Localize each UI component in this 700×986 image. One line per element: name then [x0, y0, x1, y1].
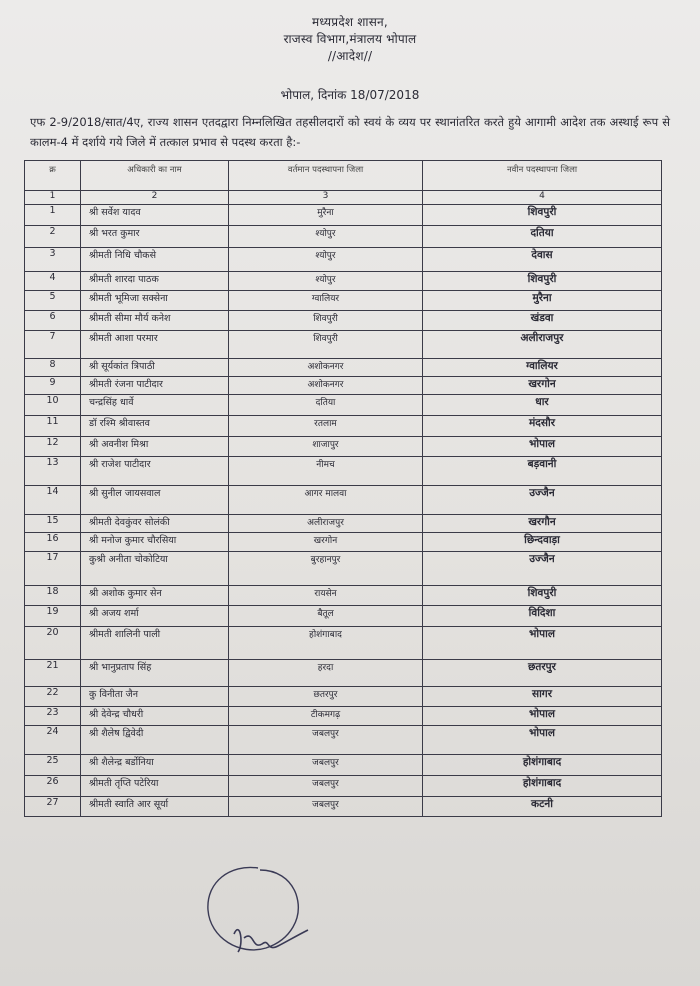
row-new-posting: मंदसौर	[423, 416, 662, 437]
row-current-posting: श्योपुर	[229, 272, 423, 291]
row-serial: 16	[25, 533, 81, 552]
row-new-posting: शिवपुरी	[423, 586, 662, 606]
row-serial: 5	[25, 291, 81, 311]
table-row	[25, 416, 662, 437]
row-serial: 25	[25, 755, 81, 776]
table-row	[25, 377, 662, 395]
row-new-posting: भोपाल	[423, 437, 662, 457]
row-officer-name: श्रीमती शारदा पाठक	[81, 272, 229, 291]
table-row	[25, 586, 662, 606]
col-index-1: 1	[25, 191, 81, 205]
row-current-posting: जबलपुर	[229, 776, 423, 797]
row-current-posting: शिवपुरी	[229, 311, 423, 331]
column-index-row	[25, 191, 662, 205]
row-current-posting: हरदा	[229, 660, 423, 687]
row-new-posting: ग्वालियर	[423, 359, 662, 377]
table-row	[25, 533, 662, 552]
table-row	[25, 331, 662, 359]
row-new-posting: शिवपुरी	[423, 272, 662, 291]
row-current-posting: शाजापुर	[229, 437, 423, 457]
table-row	[25, 395, 662, 416]
header-current-posting: वर्तमान पदस्थापना जिला	[229, 161, 423, 191]
row-serial: 12	[25, 437, 81, 457]
row-new-posting: कटनी	[423, 797, 662, 817]
table-row	[25, 437, 662, 457]
col-index-3: 3	[229, 191, 423, 205]
row-officer-name: श्री मनोज कुमार चौरसिया	[81, 533, 229, 552]
table-row	[25, 660, 662, 687]
place-date: भोपाल, दिनांक 18/07/2018	[280, 88, 420, 102]
row-serial: 17	[25, 552, 81, 586]
letterhead	[0, 14, 700, 65]
row-officer-name: श्रीमती तृप्ति पटेरिया	[81, 776, 229, 797]
row-new-posting: उज्जैन	[423, 486, 662, 515]
row-serial: 19	[25, 606, 81, 627]
row-officer-name: चन्द्रसिंह धार्वे	[81, 395, 229, 416]
row-new-posting: होशंगाबाद	[423, 755, 662, 776]
row-officer-name: कुश्री अनीता चोकोटिया	[81, 552, 229, 586]
row-new-posting: भोपाल	[423, 627, 662, 660]
row-officer-name: श्री सर्वेश यादव	[81, 205, 229, 226]
row-officer-name: श्री अशोक कुमार सेन	[81, 586, 229, 606]
handwritten-signature	[200, 860, 310, 960]
department-name: राजस्व विभाग,मंत्रालय भोपाल	[283, 32, 417, 46]
row-new-posting: भोपाल	[423, 726, 662, 755]
row-officer-name: श्रीमती रंजना पाटीदार	[81, 377, 229, 395]
row-officer-name: श्री सुनील जायसवाल	[81, 486, 229, 515]
table-header-row	[25, 161, 662, 191]
row-new-posting: देवास	[423, 248, 662, 272]
row-current-posting: नीमच	[229, 457, 423, 486]
row-officer-name: श्रीमती सीमा मौर्य कनेश	[81, 311, 229, 331]
row-serial: 20	[25, 627, 81, 660]
row-new-posting: विदिशा	[423, 606, 662, 627]
row-current-posting: ग्वालियर	[229, 291, 423, 311]
row-new-posting: धार	[423, 395, 662, 416]
row-current-posting: बैतूल	[229, 606, 423, 627]
row-new-posting: छिन्दवाड़ा	[423, 533, 662, 552]
row-current-posting: बुरहानपुर	[229, 552, 423, 586]
row-current-posting: मुरैना	[229, 205, 423, 226]
table-row	[25, 311, 662, 331]
row-new-posting: खरगौन	[423, 515, 662, 533]
table-row	[25, 797, 662, 817]
row-new-posting: होशंगाबाद	[423, 776, 662, 797]
transfer-table	[24, 160, 662, 817]
header-officer-name: अधिकारी का नाम	[81, 161, 229, 191]
row-officer-name: श्री भानुप्रताप सिंह	[81, 660, 229, 687]
row-current-posting: श्योपुर	[229, 226, 423, 248]
row-officer-name: श्रीमती शालिनी पाली	[81, 627, 229, 660]
row-serial: 9	[25, 377, 81, 395]
table-row	[25, 515, 662, 533]
table-row	[25, 359, 662, 377]
row-officer-name: श्रीमती देवकुंवर सोलंकी	[81, 515, 229, 533]
row-current-posting: रतलाम	[229, 416, 423, 437]
col-index-2: 2	[81, 191, 229, 205]
row-current-posting: खरगोन	[229, 533, 423, 552]
row-serial: 3	[25, 248, 81, 272]
row-current-posting: टीकमगढ़	[229, 707, 423, 726]
row-new-posting: दतिया	[423, 226, 662, 248]
row-serial: 10	[25, 395, 81, 416]
row-officer-name: श्री सूर्यकांत त्रिपाठी	[81, 359, 229, 377]
table-row	[25, 457, 662, 486]
row-current-posting: रायसेन	[229, 586, 423, 606]
row-current-posting: अशोकनगर	[229, 377, 423, 395]
row-serial: 8	[25, 359, 81, 377]
header-new-posting: नवीन पदस्थापना जिला	[423, 161, 662, 191]
order-title: //आदेश//	[327, 49, 373, 63]
table-row	[25, 486, 662, 515]
row-officer-name: श्री शैलेन्द्र बर्डोनिया	[81, 755, 229, 776]
row-new-posting: खरगोन	[423, 377, 662, 395]
row-current-posting: जबलपुर	[229, 726, 423, 755]
table-row	[25, 687, 662, 707]
row-serial: 13	[25, 457, 81, 486]
col-index-4: 4	[423, 191, 662, 205]
row-serial: 2	[25, 226, 81, 248]
order-paragraph: एफ 2-9/2018/सात/4ए, राज्य शासन एतदद्वारा निम्नलिखित तहसीलदारों को स्वयं के व्यय पर स्थानांतरित करते हुये आगामी आदेश तक अस्थाई रूप से कालम-4 में दर्शाये गये जिले में तत्काल प्रभाव से पदस्थ करता है:-	[30, 115, 670, 149]
row-serial: 22	[25, 687, 81, 707]
row-current-posting: शिवपुरी	[229, 331, 423, 359]
table-row	[25, 606, 662, 627]
row-current-posting: छतरपुर	[229, 687, 423, 707]
row-new-posting: शिवपुरी	[423, 205, 662, 226]
row-current-posting: अलीराजपुर	[229, 515, 423, 533]
row-new-posting: बड़वानी	[423, 457, 662, 486]
row-serial: 15	[25, 515, 81, 533]
row-officer-name: कु विनीता जैन	[81, 687, 229, 707]
header-serial: क्र	[25, 161, 81, 191]
row-officer-name: श्रीमती आशा परमार	[81, 331, 229, 359]
row-serial: 7	[25, 331, 81, 359]
row-new-posting: मुरैना	[423, 291, 662, 311]
row-current-posting: जबलपुर	[229, 797, 423, 817]
row-officer-name: श्री अजय शर्मा	[81, 606, 229, 627]
table-row	[25, 755, 662, 776]
row-serial: 1	[25, 205, 81, 226]
row-current-posting: आगर मालवा	[229, 486, 423, 515]
row-new-posting: अलीराजपुर	[423, 331, 662, 359]
table-row	[25, 248, 662, 272]
table-row	[25, 205, 662, 226]
row-current-posting: जबलपुर	[229, 755, 423, 776]
row-officer-name: श्री अवनीश मिश्रा	[81, 437, 229, 457]
row-serial: 14	[25, 486, 81, 515]
row-new-posting: सागर	[423, 687, 662, 707]
row-serial: 4	[25, 272, 81, 291]
row-new-posting: उज्जैन	[423, 552, 662, 586]
table-row	[25, 291, 662, 311]
row-new-posting: भोपाल	[423, 707, 662, 726]
row-serial: 6	[25, 311, 81, 331]
row-officer-name: श्रीमती भूमिजा सक्सेना	[81, 291, 229, 311]
row-current-posting: दतिया	[229, 395, 423, 416]
row-officer-name: श्री देवेन्द्र चौधरी	[81, 707, 229, 726]
row-new-posting: खंडवा	[423, 311, 662, 331]
row-serial: 24	[25, 726, 81, 755]
table-row	[25, 226, 662, 248]
row-current-posting: श्योपुर	[229, 248, 423, 272]
row-officer-name: श्री शैलेष द्विवेदी	[81, 726, 229, 755]
table-row	[25, 552, 662, 586]
row-serial: 23	[25, 707, 81, 726]
row-officer-name: श्रीमती स्वाति आर सूर्या	[81, 797, 229, 817]
row-officer-name: श्रीमती निधि चौकसे	[81, 248, 229, 272]
row-officer-name: श्री राजेश पाटीदार	[81, 457, 229, 486]
govt-name: मध्यप्रदेश शासन,	[312, 15, 388, 29]
row-officer-name: श्री भरत कुमार	[81, 226, 229, 248]
row-new-posting: छतरपुर	[423, 660, 662, 687]
table-row	[25, 707, 662, 726]
table-row	[25, 776, 662, 797]
table-row	[25, 726, 662, 755]
row-serial: 18	[25, 586, 81, 606]
table-body	[25, 205, 662, 817]
row-serial: 27	[25, 797, 81, 817]
row-current-posting: होशंगाबाद	[229, 627, 423, 660]
row-officer-name: डॉ रश्मि श्रीवास्तव	[81, 416, 229, 437]
row-serial: 11	[25, 416, 81, 437]
row-serial: 21	[25, 660, 81, 687]
row-current-posting: अशोकनगर	[229, 359, 423, 377]
table-row	[25, 627, 662, 660]
row-serial: 26	[25, 776, 81, 797]
table-row	[25, 272, 662, 291]
